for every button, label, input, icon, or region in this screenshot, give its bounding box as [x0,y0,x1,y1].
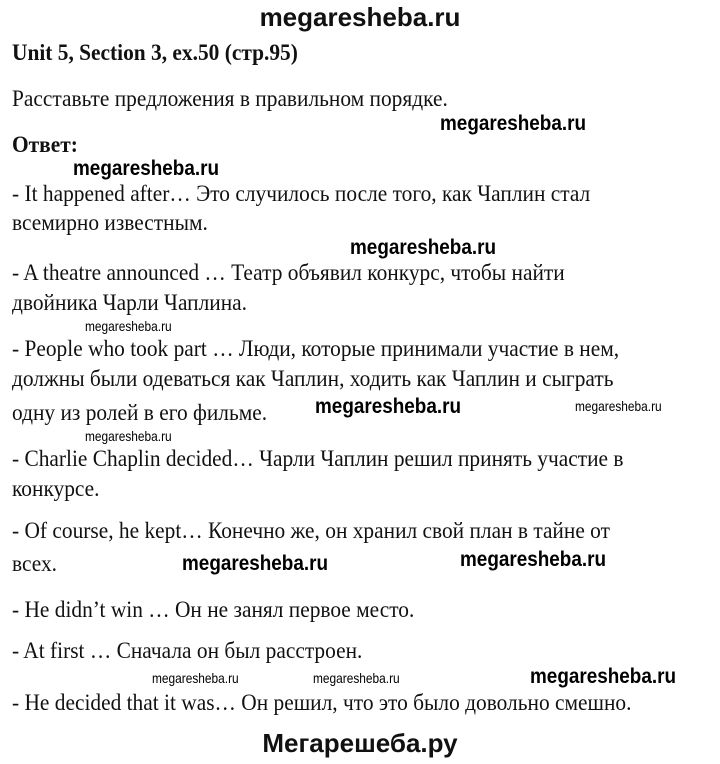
answer-line: - It happened after… Это случилось после того, как Чаплин стал [12,181,591,206]
watermark: megaresheba.ru [350,236,497,259]
answer-line: - Charlie Chaplin decided… Чарли Чаплин решил принять участие в [12,446,624,471]
watermark: megaresheba.ru [85,428,172,444]
site-footer: Мегарешеба.ру [262,728,458,758]
answer-line: двойника Чарли Чаплина. [12,290,248,315]
watermark: megaresheba.ru [460,548,607,571]
watermark: megaresheba.ru [73,157,220,180]
answer-line: - He didn’t win … Он не занял первое место. [12,597,415,622]
watermark: megaresheba.ru [182,552,329,575]
instruction: Расставьте предложения в правильном порядке. [12,86,448,111]
answer-line: - People who took part … Люди, которые принимали участие в нем, [12,336,620,361]
watermark: megaresheba.ru [440,112,587,135]
answer-line: - Of course, he kept… Конечно же, он хранил свой план в тайне от [12,518,610,543]
answer-line: конкурсе. [12,476,100,501]
answer-line: - A theatre announced … Театр объявил конкурс, чтобы найти [12,260,565,285]
answer-line: - He decided that it was… Он решил, что это было довольно смешно. [12,690,632,715]
answer-line: всемирно известным. [12,210,208,235]
watermark: megaresheba.ru [85,318,172,334]
answer-line: всех. [12,551,57,576]
answer-line: - At first … Сначала он был расстроен. [12,638,363,663]
watermark: megaresheba.ru [313,670,400,686]
answer-line: должны были одеваться как Чаплин, ходить как Чаплин и сыграть [12,366,614,391]
page-title: Unit 5, Section 3, ex.50 (стр.95) [12,40,298,65]
watermark: megaresheba.ru [152,670,239,686]
answer-label: Ответ: [12,132,78,157]
watermark: megaresheba.ru [315,395,462,418]
answer-line: одну из ролей в его фильме. [12,400,268,425]
watermark: megaresheba.ru [575,398,662,414]
watermark: megaresheba.ru [530,665,677,688]
site-header: megaresheba.ru [259,2,461,32]
